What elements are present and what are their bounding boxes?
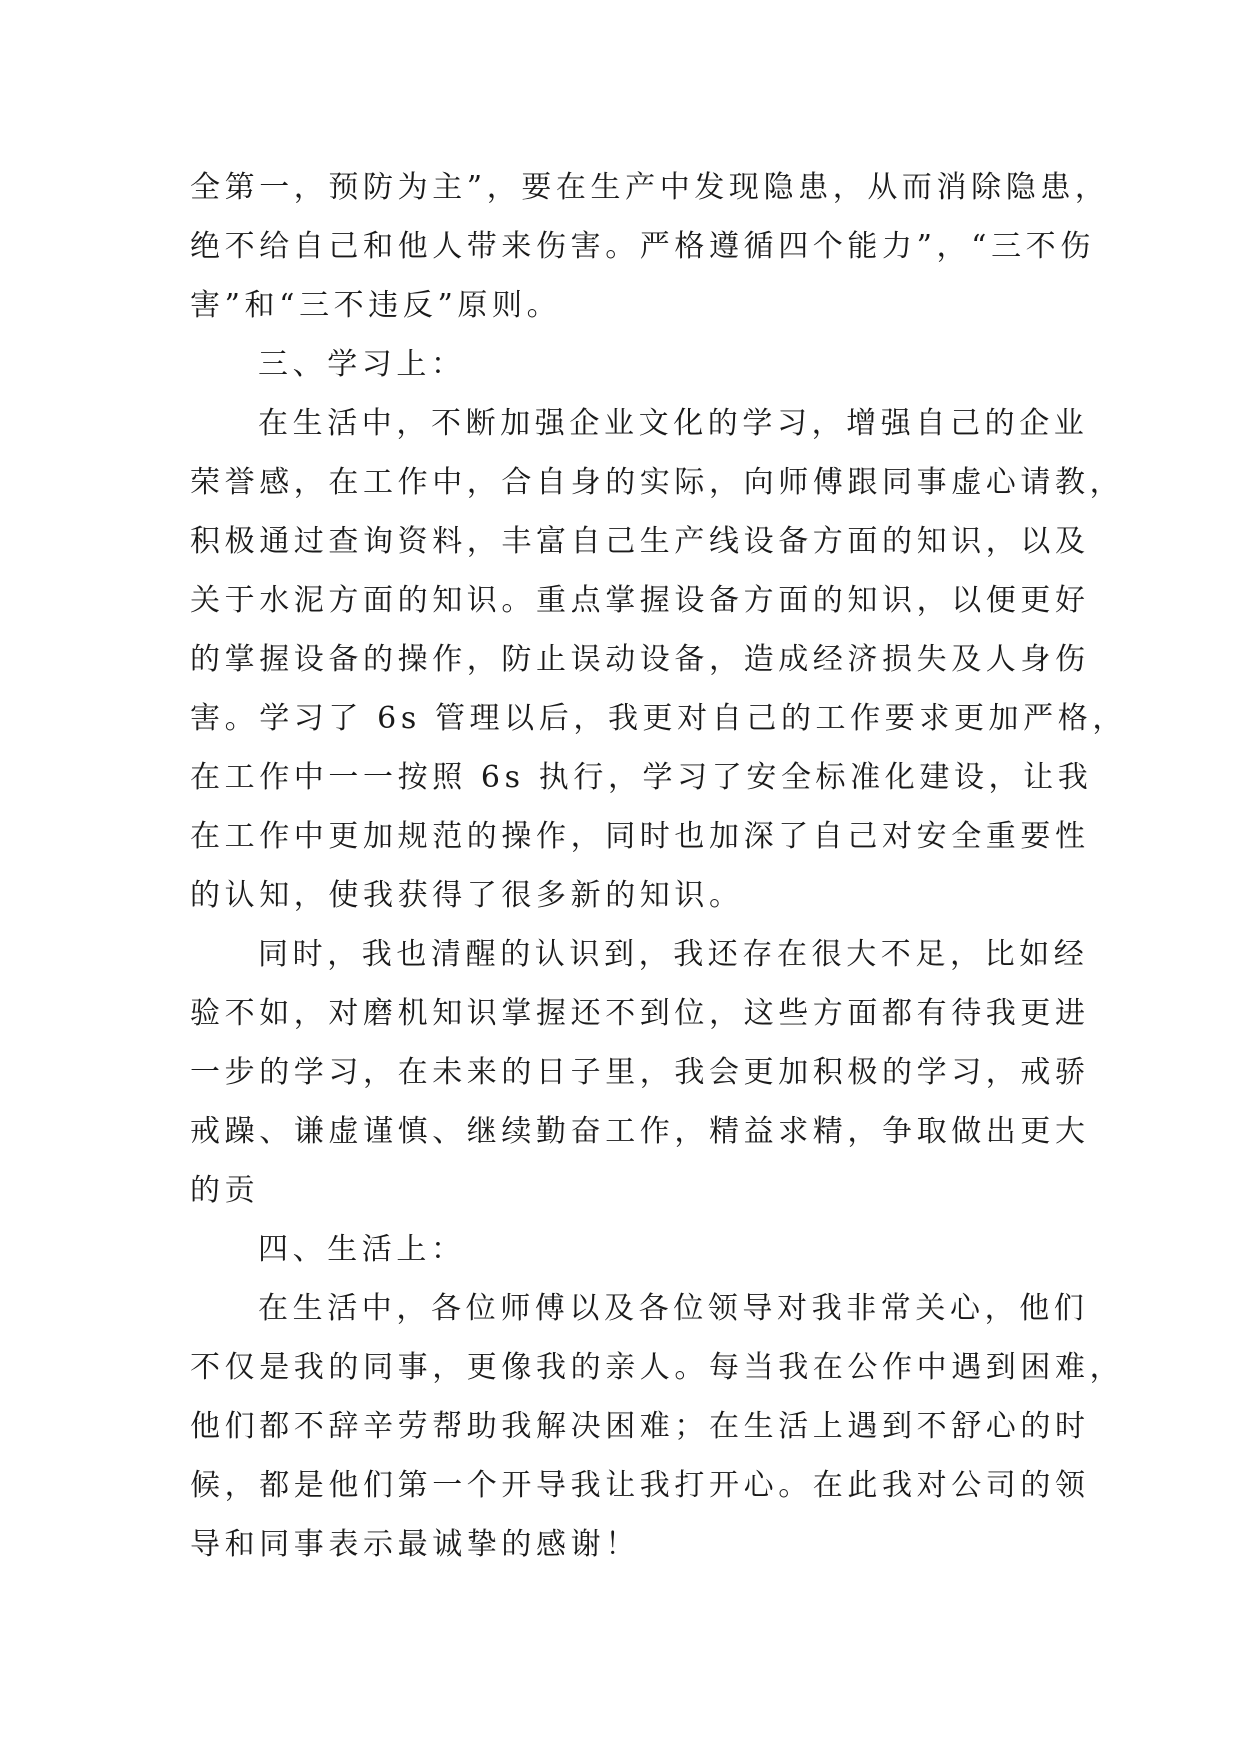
document-body bbox=[190, 158, 1127, 1574]
text-line: 候，都是他们第一个开导我让我打开心。在此我对公司的领 bbox=[190, 1468, 1090, 1503]
text-line: 绝不给自己和他人带来伤害。严格遵循四个能力”，“三不伤 bbox=[190, 229, 1095, 264]
text-line: 同时，我也清醒的认识到，我还存在很大不足，比如经 bbox=[258, 937, 1089, 972]
text-line: 不仅是我的同事，更像我的亲人。每当我在公作中遇到困难， bbox=[190, 1350, 1125, 1385]
text-line: 在生活中，各位师傅以及各位领导对我非常关心，他们 bbox=[258, 1291, 1089, 1326]
text-line: 的认知，使我获得了很多新的知识。 bbox=[190, 878, 744, 913]
text-line: 关于水泥方面的知识。重点掌握设备方面的知识，以便更好 bbox=[190, 583, 1090, 618]
section-heading-study: 三、学习上： bbox=[258, 347, 466, 382]
text-line: 害。学习了 6s 管理以后，我更对自己的工作要求更加严格， bbox=[190, 701, 1127, 736]
text-line: 全第一，预防为主”，要在生产中发现隐患，从而消除隐患， bbox=[190, 170, 1110, 205]
text-line: 在工作中更加规范的操作，同时也加深了自己对安全重要性 bbox=[190, 819, 1090, 854]
text-line: 在生活中，不断加强企业文化的学习，增强自己的企业 bbox=[258, 406, 1089, 441]
paragraph-shortcomings bbox=[190, 925, 1090, 1220]
text-line: 荣誉感，在工作中，合自身的实际，向师傅跟同事虚心请教， bbox=[190, 465, 1125, 500]
text-line: 他们都不辞辛劳帮助我解决困难；在生活上遇到不舒心的时 bbox=[190, 1409, 1090, 1444]
text-line: 的掌握设备的操作，防止误动设备，造成经济损失及人身伤 bbox=[190, 642, 1090, 677]
text-line: 一步的学习，在未来的日子里，我会更加积极的学习，戒骄 bbox=[190, 1055, 1090, 1090]
paragraph-safety bbox=[190, 158, 1110, 335]
text-line: 戒躁、谦虚谨慎、继续勤奋工作，精益求精，争取做出更大 bbox=[190, 1114, 1090, 1149]
text-line: 的贡 bbox=[190, 1173, 260, 1208]
paragraph-life bbox=[190, 1279, 1125, 1574]
text-line: 在工作中一一按照 6s 执行，学习了安全标准化建设，让我 bbox=[190, 760, 1093, 795]
text-line: 验不如，对磨机知识掌握还不到位，这些方面都有待我更进 bbox=[190, 996, 1090, 1031]
section-heading-life: 四、生活上： bbox=[258, 1232, 466, 1267]
text-line: 害”和“三不违反”原则。 bbox=[190, 288, 562, 323]
text-line: 积极通过查询资料，丰富自己生产线设备方面的知识，以及 bbox=[190, 524, 1090, 559]
text-line: 导和同事表示最诚挚的感谢！ bbox=[190, 1527, 640, 1562]
paragraph-study bbox=[190, 394, 1127, 925]
